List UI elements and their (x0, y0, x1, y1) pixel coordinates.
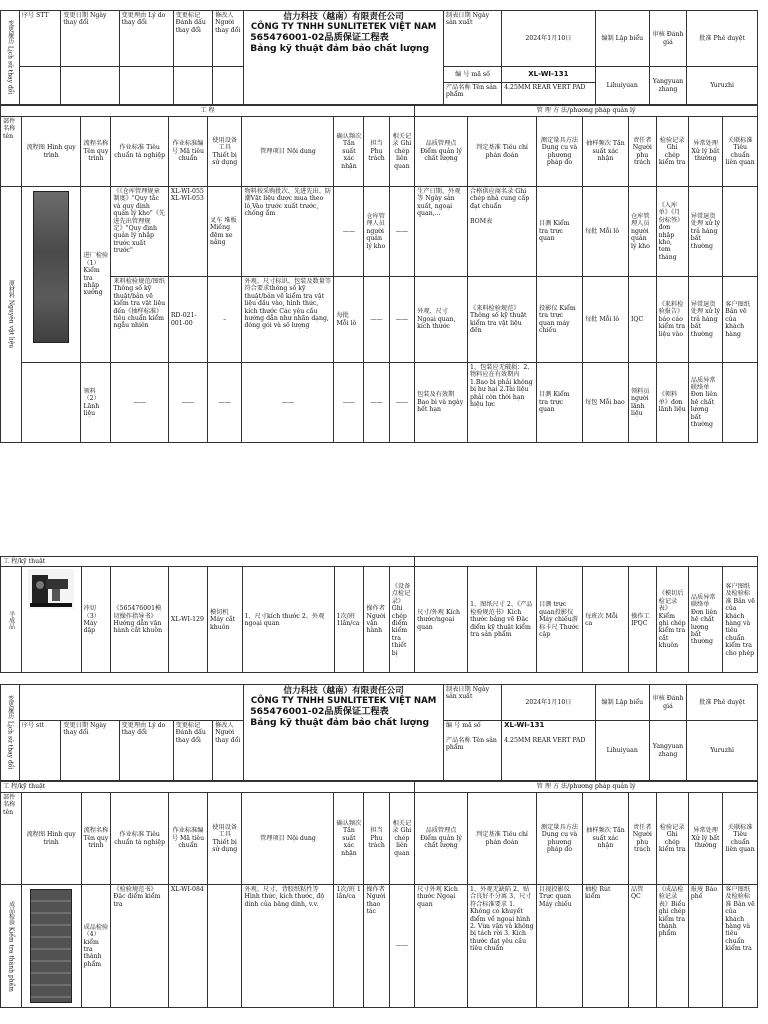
punch-abn: 品质异常联络单Đơn liên hệ chất lượng bất thường (688, 567, 723, 673)
col-sampling: 抽样频次 Tần suất xác nhận (582, 117, 628, 187)
incoming-meas-a: 目测 Kiểm tra trực quan (536, 187, 582, 277)
product-label-2: 产品名称 Tên sản phẩm (445, 736, 497, 752)
col-measuring-3: 测定量具方法 Dụng cụ và phương pháp đo (536, 793, 582, 885)
incoming-abn-a: 异常退货处理 xử lý trả hàng bất thường (688, 187, 723, 277)
company-name-vn-2: CÔNG TY TNHH SUNLITETEK VIỆT NAM (250, 696, 437, 706)
review-label: 审核 Đánh giá (649, 11, 686, 67)
incoming-judge-a2: BOM表 (469, 217, 493, 225)
incoming-resp-a: 仓库管理人员 người quản lý kho (628, 187, 656, 277)
revision-column: 变更履历 Lịch sử thay đổi (1, 11, 20, 105)
company-name-cn: 信力科技（越南）有限责任公司 (283, 12, 404, 22)
col-abnormal-3: 异常处理 Xử lý bất thường (688, 793, 723, 885)
modifier-label-2: 修改人 Người thay đổi (213, 721, 244, 781)
final-freq: 1次/班 1 lần/ca (334, 885, 364, 1008)
method-group-header: 管 理 方 法/phương pháp quản lý (415, 106, 758, 117)
final-samp: 抽检 Rút kiểm (582, 885, 628, 1008)
change-mark-label: 变更标记 Đánh dấu thay đổi (173, 11, 213, 67)
incoming-freq-a: —— (334, 187, 364, 277)
table-row (1, 187, 758, 277)
incoming-no-a: XL-WI-055 XL-WI-053 (168, 187, 207, 277)
page-2 (0, 556, 758, 673)
incoming-resp-b: IQC (628, 277, 656, 363)
incoming-eq-a: 叉车 堆板 Miếng đệm xe nâng (207, 187, 242, 277)
number-value: XL-WI-131 (502, 67, 596, 83)
approver-name: Yuruzhi (687, 67, 758, 105)
punch-rec: 《模切后检记录表》Kiểm ghi chép kiểm tra cắt khuôn (656, 567, 688, 673)
table-row (1, 363, 758, 443)
incoming-recs-b: —— (389, 277, 414, 363)
col-equipment-3: 使用设备工具 Thiết bị sử dụng (207, 793, 242, 885)
col-quality-point: 品质管理点 Điểm quản lý chất lượng (415, 117, 468, 187)
process-group-header: 工 程 (1, 106, 415, 117)
col-records: 相关记录 Ghi chép liên quan (389, 117, 414, 187)
number-label: 编 号 mã số (443, 67, 501, 83)
stt-label: 序号 STT (19, 11, 61, 67)
approve-label-2: 批准 Phê duyệt (687, 685, 758, 721)
prepare-label-2: 编制 Lập biểu (595, 685, 649, 721)
product-label: 产品名称 Tên sản phẩm (443, 83, 501, 105)
col-work-std: 作业标准 Tiêu chuẩn tá nghiệp (111, 117, 169, 187)
title-block-2 (244, 685, 444, 781)
punch-meas: 目测 trực quan投影仪 Máy chiếu游标卡尺 Thước cặp (537, 567, 583, 673)
punch-rel: 客户图纸及检验标准 Bản vẽ của khách hàng và tiêu chuẩn kiểm tra cho phép (723, 567, 758, 673)
incoming-eq-b: – (207, 277, 242, 363)
incoming-judge-a-cell (467, 187, 536, 277)
col-confirm-freq-3: 确认频次 Tần suất xác nhận (334, 793, 364, 885)
punch-name: 冲切（3）Máy dập (81, 567, 111, 673)
incoming-rec-b: 《来料检验报告》báo cáo kiểm tra liệu vào (656, 277, 688, 363)
col-judge-std-3: 判定基准 Tiêu chí phán đoán (467, 793, 536, 885)
material-photo (33, 191, 69, 343)
punch-record: 《设备点检记录》Ghi chép điểm kiểm tra thiết bị (389, 567, 414, 673)
receive-qp: 包装及有效期Bao bì và ngày hết hạn (415, 363, 468, 443)
final-judge: 1、外观无缺陷 2、贴合良好不分离 3、尺寸符合标准要求 1. Không có khuyết điểm về ngoại hình 2. Vừa vặn và không bị tách rời 3. Kích thước đạt yêu cầu tiêu chuẩn (467, 885, 536, 1008)
col-part-name: 部件名称 tên (1, 117, 22, 187)
incoming-name: 进厂检验（1）Kiểm tra nhập xưởng (81, 187, 111, 363)
punch-judge: 1、图纸尺寸 2、《产品检验规范书》Kích thước bảng vẽ Đặc điểm kỹ thuật kiểm tra sản phẩm (468, 567, 537, 673)
final-rec: 《成品检验记录表》Biểu ghi chép kiểm tra thành phẩm (656, 885, 688, 1008)
header-table (0, 10, 758, 105)
revision-column-2: 变更履历 Lịch sử thay đổi (1, 685, 20, 781)
made-date-value-2: 2024年1月10日 (502, 685, 596, 721)
table-row (1, 277, 758, 363)
final-meas: 目视投影仪 Trực quan Máy chiếu (536, 885, 582, 1008)
reviewer-name: Yangyuanzhang (649, 67, 686, 105)
receive-item: —— (242, 363, 334, 443)
process-table-3 (0, 781, 758, 1008)
punch-qp: 尺寸/外观 Kích thước/ngoại quan (415, 567, 468, 673)
incoming-judge-a: 合格供应商名录 Ghi chép nhà cung cấp đạt chuẩn (469, 188, 530, 210)
col-related-std-3: 关联标准 Tiêu chuẩn liên quan (723, 793, 758, 885)
incoming-judge-b: 《来料检验规范》Thông số kỹ thuật kiểm tra vật liệu đến (467, 277, 536, 363)
col-work-std-3: 作业标准 Tiêu chuẩn tá nghiệp (111, 793, 169, 885)
process-table-2 (0, 556, 758, 673)
header2-value-cell (502, 721, 596, 781)
stt-label-2: 序号 stt (19, 721, 61, 781)
receive-no: —— (168, 363, 207, 443)
receive-freq: —— (334, 363, 364, 443)
page-3 (0, 684, 758, 1008)
incoming-rel-b: 客户图纸 Bản vẽ của khách hàng (723, 277, 758, 363)
receive-eq: —— (207, 363, 242, 443)
document-title: Bảng kỹ thuật đảm bảo chất lượng (250, 43, 430, 54)
incoming-rec-a: 《入库单》《月份标签》đơn nhập kho, tem tháng (656, 187, 688, 277)
final-photo (30, 889, 72, 1003)
approve-label: 批准 Phê duyệt (687, 11, 758, 67)
prepare-label: 编制 Lập biểu (595, 11, 649, 67)
col-judge-std: 判定基准 Tiêu chí phán đoán (467, 117, 536, 187)
col-quality-point-3: 品质管理点 Điểm quản lý chất lượng (415, 793, 468, 885)
final-std: 《检验规范书》Đặc điểm kiểm tra (111, 885, 169, 1008)
final-name: 成品检验（4）kiểm tra thành phẩm (81, 885, 111, 1008)
col-std-no: 作业标准编号 Mã tiêu chuẩn (168, 117, 207, 187)
final-photo-cell (21, 885, 81, 1008)
col-measuring: 测定量具方法 Dụng cụ và phương pháp đo (536, 117, 582, 187)
col-owner: 担当 Phụ trách (364, 117, 389, 187)
incoming-std-a: 《《仓库管理规章制度》"Quy tắc và quy định quản lý kho"《先进先出管理规定》"Quy định quản lý nhập trước xuất trước" (111, 187, 169, 277)
punch-std: 《565476001模切操作指导书》Hướng dẫn vận hành cắt khuôn (111, 567, 169, 673)
product-value-2: 4.25MM REAR VERT PAD (504, 736, 586, 744)
document-code: 565476001-02品质保证工程表 (250, 32, 389, 43)
col-flow-chart: 流程图 Hình quy trình (21, 117, 81, 187)
process-group-header-3: 工 程/kỹ thuật (1, 782, 415, 793)
incoming-no-b: RD-021-001-00 (168, 277, 207, 363)
number-value-2: XL-WI-131 (504, 721, 545, 729)
change-reason-label-2: 变更理由 Lý do thay đổi (119, 721, 173, 781)
preparer-name-2: Lihuiyuan (595, 721, 649, 781)
incoming-owner-b: —— (364, 277, 389, 363)
change-mark-label-2: 变更标记 Đánh dấu thay đổi (173, 721, 213, 781)
review-label-2: 审核 Đánh giá (649, 685, 686, 721)
material-photo-cell (21, 187, 81, 363)
punch-freq: 1次/班 1lần/ca (334, 567, 364, 673)
receive-resp: 领料员 người lãnh liệu (628, 363, 656, 443)
page-1 (0, 10, 758, 443)
incoming-rec-a-dash: —— (389, 187, 414, 277)
col-sampling-3: 抽样频次 Tần suất xác nhận (582, 793, 628, 885)
final-owner: 操作者 Người thao tác (364, 885, 389, 1008)
punch-owner: 操作者 Người vận hành (364, 567, 389, 673)
made-date-label: 制表日期 Ngày sản xuất (443, 11, 501, 67)
receive-meas: 目测 Kiểm tra trực quan (536, 363, 582, 443)
method-group-header-3: 管 理 方 法/phương pháp quản lý (415, 782, 758, 793)
receive-name: 领料（2）Lãnh liệu (81, 363, 111, 443)
incoming-samp-b: 每批 Mỗi lô (582, 277, 628, 363)
col-related-std: 关联标准 Tiêu chuẩn liên quan (723, 117, 758, 187)
final-rel: 客户图纸及检验标准 Bản vẽ của khách hàng và tiêu chuẩn kiểm tra (723, 885, 758, 1008)
final-qp: 尺寸外观 Kích thước Ngoại quan (415, 885, 468, 1008)
punch-item: 1、尺寸kích thước 2、外观ngoại quan (242, 567, 334, 673)
material-label: 原材料 Nguyên vật liệu (1, 187, 22, 443)
punch-machine-icon (28, 569, 74, 609)
table-row (1, 885, 758, 1008)
change-reason-label: 变更理由 Lý do thay đổi (119, 11, 173, 67)
preparer-name: Lihuiyuan (595, 67, 649, 105)
col-part-name-3: 部件名称 tên (1, 793, 22, 885)
col-confirm-freq: 确认频次 Tần suất xác nhận (334, 117, 364, 187)
punch-no: XL-WI-129 (168, 567, 207, 673)
made-date-value: 2024年1月10日 (502, 11, 596, 67)
col-inspection-record: 检验记录 Ghi chép kiểm tra (656, 117, 688, 187)
semi-label: 半成品 (1, 567, 22, 673)
col-mgmt-item: 管理项目 Nội dung (242, 117, 334, 187)
col-flow-name-3: 流程名称 Tên quy trình (81, 793, 111, 885)
document-code-2: 565476001-02品质保证工程表 (250, 706, 389, 717)
final-resp: 品管 QC (628, 885, 656, 1008)
machine-photo-cell (21, 567, 81, 673)
final-records: —— (389, 885, 414, 1008)
punch-samp: 每班次 Mỗi ca (583, 567, 629, 673)
col-inspection-record-3: 检验记录 Ghi chép kiểm tra (656, 793, 688, 885)
incoming-owner-a: 仓库管理人员 người quản lý kho (364, 187, 389, 277)
document-title-2: Bảng kỹ thuật đảm bảo chất lượng (250, 717, 430, 728)
incoming-meas-b: 投影仪 Kiểm tra trực quan máy chiếu (536, 277, 582, 363)
receive-owner: —— (364, 363, 389, 443)
modifier-label: 修改人 Người thay đổi (213, 11, 244, 67)
incoming-item-a: 物料按采购批次、先进先出、防潮Vật liệu được mua theo lô,Vào trước xuất trước, chống ẩm (242, 187, 334, 277)
incoming-std-b: 来料检验规范/图纸Thông số kỹ thuật/bản vẽ kiểm tra vật liệu đến《抽样标准》tiêu chuẩn kiểm ngẫu nhiên (111, 277, 169, 363)
receive-recs: —— (389, 363, 414, 443)
final-item: 外观、尺寸、背胶纸粘性等Hình thức, kích thước, độ dính của băng dính, v.v. (242, 885, 334, 1008)
incoming-qp-b: 外观、尺寸Ngoại quan, kích thước (415, 277, 468, 363)
approver-name-2: Yuruzhi (687, 721, 758, 781)
final-label: 成品检验 Kiểm tra thành phẩm (1, 885, 22, 1008)
col-responsible: 责任者 Người phụ trách (628, 117, 656, 187)
receive-judge: 1、包装应无破损；2、物料应在有效期内 1.Bao bì phải không bị hư hại 2.Tài liệu phải còn thời hạn hiệu lực (467, 363, 536, 443)
receive-abn: 品质异常联络单 Đơn liên hệ chất lượng bất thường (688, 363, 723, 443)
receive-rec: 《领料单》đơn lãnh liệu (656, 363, 688, 443)
reviewer-name-2: Yangyuanzhang (649, 721, 686, 781)
punch-eq: 模切机 Máy cắt khuôn (208, 567, 243, 673)
col-flow-name: 流程名称 Tên quy trình (81, 117, 111, 187)
col-flow-chart-3: 流程图 Hình quy trình (21, 793, 81, 885)
header-table-2 (0, 684, 758, 781)
made-date-label-2: 制表日期 Ngày sản xuất (443, 685, 501, 721)
incoming-samp-a: 每批 Mỗi lô (582, 187, 628, 277)
incoming-item-b: 外观、尺寸标识、包装及数量等符合要求thông số kỹ thuật/bản vẽ kiểm tra vật liệu đầu vào, hình thức, kích thước Các yêu cầu hướng dẫn như nhãn dạng, đóng gói và số lượng (242, 277, 334, 363)
col-responsible-3: 责任者 Người phụ trách (628, 793, 656, 885)
final-abn: 报废 Báo phế (688, 885, 723, 1008)
receive-samp: 每包 Mỗi bao (582, 363, 628, 443)
col-mgmt-item-3: 管理项目 Nội dung (242, 793, 334, 885)
incoming-freq-b: 每批 Mỗi lô (334, 277, 364, 363)
col-records-3: 相关记录 Ghi chép liên quan (389, 793, 414, 885)
table-row (1, 567, 758, 673)
product-value: 4.25MM REAR VERT PAD (502, 83, 596, 105)
change-date-label: 变更日期 Ngày thay đổi (61, 11, 119, 67)
punch-resp: 操作工 IPQC (629, 567, 657, 673)
title-block (244, 11, 444, 105)
company-name-vn: CÔNG TY TNHH SUNLITETEK VIỆT NAM (250, 22, 437, 32)
process-table-1 (0, 105, 758, 443)
company-name-cn-2: 信力科技（越南）有限责任公司 (283, 686, 404, 696)
receive-std: —— (111, 363, 169, 443)
incoming-abn-b: 异常退货处理 xử lý trả hàng bất thường (688, 277, 723, 363)
col-abnormal: 异常处理 Xử lý bất thường (688, 117, 723, 187)
number-label-2: 编 号 mã số (445, 722, 481, 729)
col-equipment: 使用设备工具 Thiết bị sử dụng (207, 117, 242, 187)
change-date-label-2: 变更日期 Ngày thay đổi (61, 721, 119, 781)
machine-photo (28, 569, 74, 609)
final-no: XL-WI-084 (168, 885, 207, 1008)
incoming-qp-a: 生产日期、外观等 Ngày sản xuất, ngoại quan,... (415, 187, 468, 277)
process-group-header-2: 工 程/kỹ thuật (1, 557, 415, 567)
col-std-no-3: 作业标准编号 Mã tiêu chuẩn (168, 793, 207, 885)
header2-number-cell (443, 721, 501, 781)
col-owner-3: 担当 Phụ trách (364, 793, 389, 885)
